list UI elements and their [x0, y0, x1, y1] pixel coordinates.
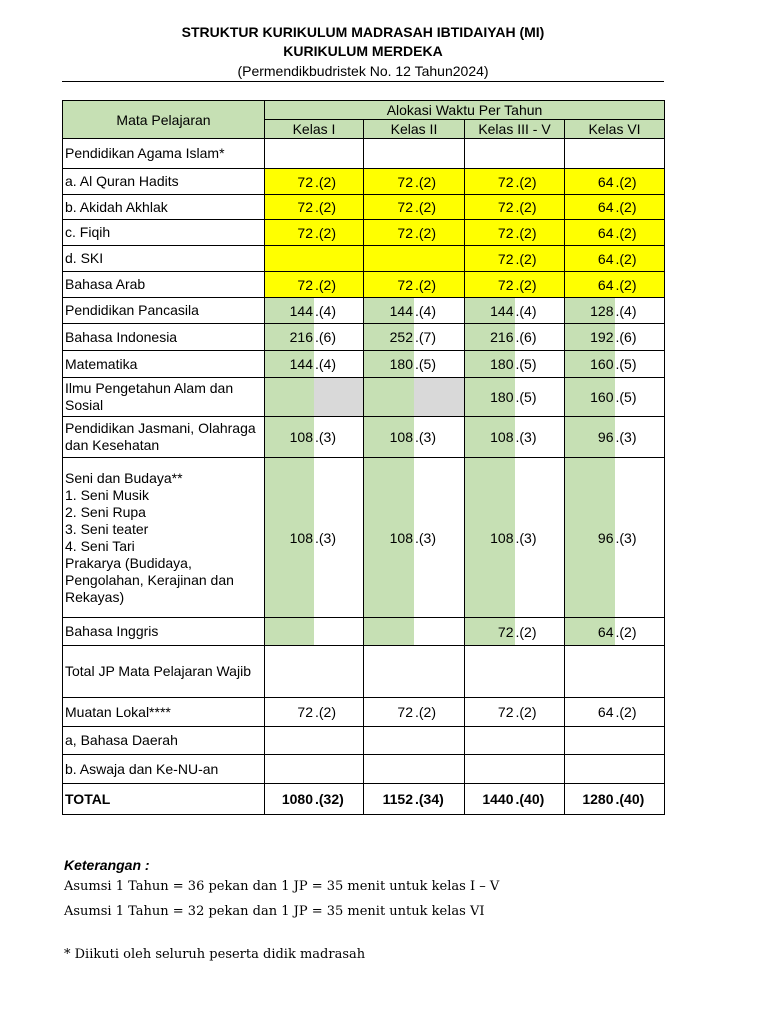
hours-value: 160 — [565, 378, 615, 416]
jp-value: .(2) — [615, 276, 637, 293]
subject-label: a, Bahasa Daerah — [63, 727, 265, 755]
subject-line: 1. Seni Musik — [65, 486, 150, 503]
hours-value: 144 — [265, 298, 314, 323]
hours-value: 192 — [565, 324, 615, 350]
hours-value: 64 — [597, 704, 614, 720]
jp-value: .(2) — [315, 224, 336, 241]
jp-value: .(2) — [415, 173, 436, 190]
hours-value: 216 — [265, 324, 314, 350]
header-allocation: Alokasi Waktu Per Tahun — [265, 101, 665, 120]
table-row — [63, 272, 665, 298]
hours-value: 72 — [397, 199, 413, 215]
jp-value: .(3) — [415, 429, 436, 445]
hours-value: 72 — [497, 173, 514, 190]
hours-value: 72 — [497, 199, 514, 215]
jp-value: .(4) — [315, 302, 336, 319]
hours-value: 72 — [397, 276, 413, 293]
jp-value: .(2) — [315, 199, 336, 215]
subject-label: Bahasa Indonesia — [63, 324, 265, 351]
hours-value: 72 — [297, 276, 313, 293]
hours-value: 72 — [497, 250, 514, 267]
hours-value: 1152 — [382, 791, 413, 807]
hours-value: 108 — [265, 458, 314, 617]
hours-value: 128 — [565, 298, 615, 323]
hours-value: 72 — [297, 199, 313, 215]
jp-value: .(6) — [515, 329, 537, 345]
document-subtitle: KURIKULUM MERDEKA — [283, 43, 443, 59]
table-row — [63, 755, 665, 784]
jp-value: .(3) — [415, 529, 436, 546]
jp-value: .(34) — [415, 791, 444, 807]
jp-value: .(2) — [615, 250, 637, 267]
jp-value: .(5) — [615, 356, 637, 372]
jp-value: .(5) — [415, 356, 436, 372]
hours-value: 72 — [397, 173, 413, 190]
subject-label: Muatan Lokal**** — [63, 698, 265, 727]
subject-label: Pendidikan Pancasila — [63, 298, 265, 324]
hours-value: 72 — [297, 224, 313, 241]
subject-label: a. Al Quran Hadits — [63, 169, 265, 195]
subject-label: Pendidikan Jasmani, Olahraga dan Kesehatan — [63, 417, 265, 458]
jp-value: .(6) — [615, 329, 637, 345]
note-line: Asumsi 1 Tahun = 36 pekan dan 1 JP = 35 menit untuk kelas I – V — [64, 879, 500, 894]
jp-value: .(2) — [515, 276, 537, 293]
subject-label: Pendidikan Agama Islam* — [63, 139, 265, 169]
table-row — [63, 378, 665, 417]
hours-value: 64 — [597, 173, 614, 190]
jp-value: .(3) — [615, 429, 637, 445]
subject-label: Total JP Mata Pelajaran Wajib — [63, 646, 265, 698]
hours-value: 1080 — [281, 791, 313, 807]
hours-value: 216 — [465, 324, 515, 350]
jp-value: .(4) — [315, 356, 336, 372]
table-row — [63, 351, 665, 378]
subject-label: Matematika — [63, 351, 265, 378]
jp-value: .(2) — [615, 173, 637, 190]
jp-value: .(2) — [315, 704, 336, 720]
table-row — [63, 646, 665, 698]
header-kelas-6: Kelas VI — [565, 120, 665, 139]
hours-value: 64 — [597, 224, 614, 241]
jp-value: .(4) — [415, 302, 436, 319]
hours-value: 180 — [364, 351, 414, 377]
jp-value: .(5) — [515, 356, 537, 372]
hours-value: 180 — [465, 378, 515, 416]
hours-value: 64 — [597, 276, 614, 293]
jp-value: .(7) — [415, 329, 436, 345]
hours-value: 72 — [397, 224, 413, 241]
table-row — [63, 417, 665, 458]
table-row — [63, 246, 665, 272]
hours-value: 108 — [364, 417, 414, 457]
jp-value: .(2) — [515, 623, 537, 640]
subject-label: b. Akidah Akhlak — [63, 195, 265, 220]
subject-label — [63, 458, 265, 618]
hours-value: 96 — [565, 417, 615, 457]
jp-value: .(40) — [615, 791, 645, 807]
subject-label: d. SKI — [63, 246, 265, 272]
document-reference: (Permendikbudristek No. 12 Tahun2024) — [237, 63, 489, 79]
jp-value: .(3) — [615, 529, 637, 546]
jp-value: .(2) — [415, 276, 436, 293]
jp-value: .(2) — [515, 199, 537, 215]
header-divider — [62, 81, 664, 82]
subject-label: c. Fiqih — [63, 220, 265, 246]
notes-heading: Keterangan : — [64, 857, 150, 873]
hours-value: 64 — [597, 199, 614, 215]
jp-value: .(5) — [615, 389, 637, 405]
document-title: STRUKTUR KURIKULUM MADRASAH IBTIDAIYAH (MI) — [181, 24, 545, 40]
hours-value: 108 — [364, 458, 414, 617]
table-row — [63, 727, 665, 755]
subject-line: Seni dan Budaya** — [65, 469, 183, 486]
jp-value: .(2) — [515, 250, 537, 267]
jp-value: .(40) — [515, 791, 545, 807]
jp-value: .(2) — [415, 199, 436, 215]
jp-value: .(2) — [515, 173, 537, 190]
jp-value: .(2) — [615, 224, 637, 241]
jp-value: .(2) — [615, 623, 637, 640]
hours-value: 108 — [265, 417, 314, 457]
hours-value: 72 — [497, 704, 514, 720]
subject-line: 4. Seni Tari — [65, 537, 135, 554]
hours-value: 72 — [297, 173, 313, 190]
subject-label: Bahasa Arab — [63, 272, 265, 298]
jp-value: .(2) — [415, 704, 436, 720]
hours-value: 64 — [597, 250, 614, 267]
jp-value: .(2) — [615, 199, 637, 215]
hours-value: 72 — [497, 224, 514, 241]
table-row — [63, 618, 665, 646]
jp-value: .(4) — [515, 302, 537, 319]
table-row — [63, 324, 665, 351]
jp-value: .(6) — [315, 329, 336, 345]
header-kelas-3-5: Kelas III - V — [465, 120, 565, 139]
hours-value: 108 — [465, 417, 515, 457]
note-line: Asumsi 1 Tahun = 32 pekan dan 1 JP = 35 menit untuk kelas VI — [64, 904, 485, 919]
jp-value: .(3) — [515, 529, 537, 546]
jp-value: .(2) — [315, 173, 336, 190]
table-row — [63, 784, 665, 815]
jp-value: .(2) — [515, 704, 537, 720]
hours-value: 1280 — [582, 791, 614, 807]
table-row — [63, 458, 665, 618]
subject-line: 3. Seni teater — [65, 520, 149, 537]
hours-value: 72 — [397, 704, 413, 720]
table-row — [63, 298, 665, 324]
table-row — [63, 698, 665, 727]
hours-value: 72 — [497, 276, 514, 293]
table-row — [63, 169, 665, 195]
note-line: * Diikuti oleh seluruh peserta didik madrasah — [64, 947, 366, 962]
hours-value: 144 — [364, 298, 414, 323]
jp-value: .(3) — [315, 429, 336, 445]
jp-value: .(2) — [515, 224, 537, 241]
hours-value: 144 — [465, 298, 515, 323]
curriculum-table — [62, 100, 665, 815]
subject-label: Bahasa Inggris — [63, 618, 265, 646]
hours-value: 64 — [565, 618, 615, 645]
jp-value: .(3) — [515, 429, 537, 445]
header-subject: Mata Pelajaran — [63, 101, 265, 139]
jp-value: .(2) — [615, 704, 637, 720]
jp-value: .(32) — [315, 791, 344, 807]
total-label: TOTAL — [63, 784, 265, 815]
hours-value: 72 — [465, 618, 515, 645]
subject-line: 2. Seni Rupa — [65, 503, 146, 520]
jp-value: .(3) — [315, 529, 336, 546]
jp-value: .(5) — [515, 389, 537, 405]
subject-label: b. Aswaja dan Ke-NU-an — [63, 755, 265, 784]
header-kelas-2: Kelas II — [364, 120, 465, 139]
hours-value: 108 — [465, 458, 515, 617]
header-kelas-1: Kelas I — [265, 120, 364, 139]
hours-value: 1440 — [482, 791, 514, 807]
jp-value: .(4) — [615, 302, 637, 319]
hours-value: 96 — [565, 458, 615, 617]
hours-value: 144 — [265, 351, 314, 377]
subject-line: Prakarya (Budidaya, Pengolahan, Kerajinan dan Rekayas) — [65, 554, 234, 605]
table-row — [63, 220, 665, 246]
jp-value: .(2) — [315, 276, 336, 293]
table-row — [63, 139, 665, 169]
subject-label: Ilmu Pengetahun Alam dan Sosial — [63, 378, 265, 417]
hours-value: 180 — [465, 351, 515, 377]
hours-value: 160 — [565, 351, 615, 377]
jp-value: .(2) — [415, 224, 436, 241]
table-row — [63, 195, 665, 220]
hours-value: 72 — [297, 704, 313, 720]
hours-value: 252 — [364, 324, 414, 350]
